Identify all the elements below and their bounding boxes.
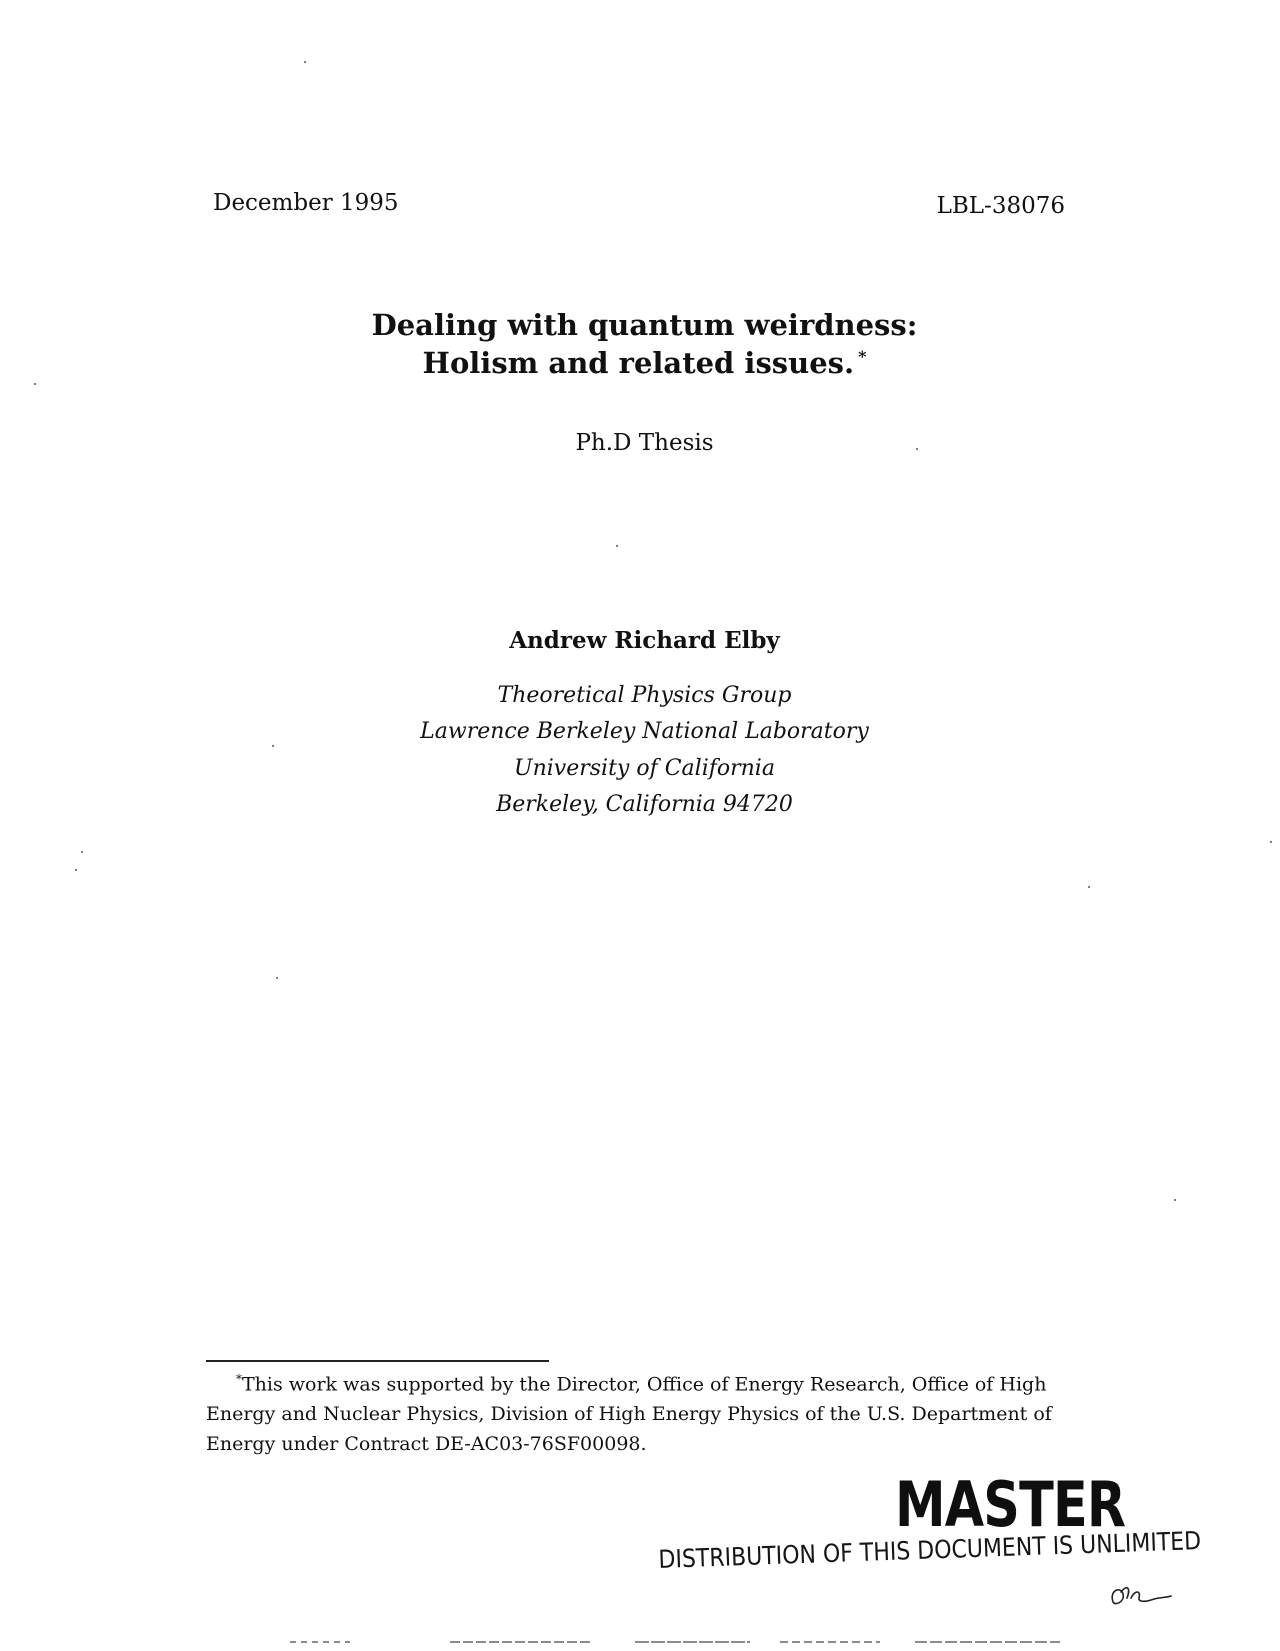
- master-stamp: MASTER: [895, 1468, 1126, 1541]
- scan-speck: [1088, 886, 1090, 888]
- scan-speck: [75, 869, 77, 871]
- title-line-1: Dealing with quantum weirdness:: [371, 308, 918, 342]
- affiliation-laboratory: Lawrence Berkeley National Laboratory: [420, 719, 869, 744]
- footnote: [206, 1364, 1066, 1459]
- thesis-type: Ph.D Thesis: [575, 430, 714, 456]
- footnote-divider: [206, 1360, 549, 1362]
- handwritten-initials-signature: [1105, 1580, 1175, 1610]
- footnote-text: This work was supported by the Director, Office of Energy Research, Office of High Energy and Nuclear Physics, Division of High Energy Physics of the U.S. Department of Energy under Contract DE-AC03-76SF00098.: [206, 1373, 1052, 1456]
- scan-speck: [276, 977, 278, 979]
- scan-speck: [272, 745, 274, 747]
- title-line-2: Holism and related issues.: [422, 346, 855, 380]
- scan-speck: [616, 545, 618, 547]
- scan-speck: [1174, 1199, 1176, 1201]
- affiliation-group: Theoretical Physics Group: [497, 683, 792, 708]
- author-name: Andrew Richard Elby: [509, 627, 780, 654]
- report-number: LBL-38076: [936, 193, 1065, 219]
- affiliation-address: Berkeley, California 94720: [496, 792, 793, 817]
- scan-speck: [81, 851, 83, 853]
- document-date: December 1995: [213, 190, 399, 216]
- scan-speck: [1270, 841, 1272, 843]
- scan-speck: [34, 383, 36, 385]
- affiliation-university: University of California: [514, 756, 775, 781]
- title-footnote-marker: *: [858, 347, 867, 367]
- title-line-2-wrapper: [0, 346, 1280, 380]
- distribution-stamp: DISTRIBUTION OF THIS DOCUMENT IS UNLIMITED: [658, 1526, 1202, 1574]
- scan-speck: [304, 61, 306, 63]
- scan-edge-artifacts: [290, 1641, 1060, 1644]
- scan-speck: [916, 448, 918, 450]
- footnote-marker: *: [236, 1372, 242, 1386]
